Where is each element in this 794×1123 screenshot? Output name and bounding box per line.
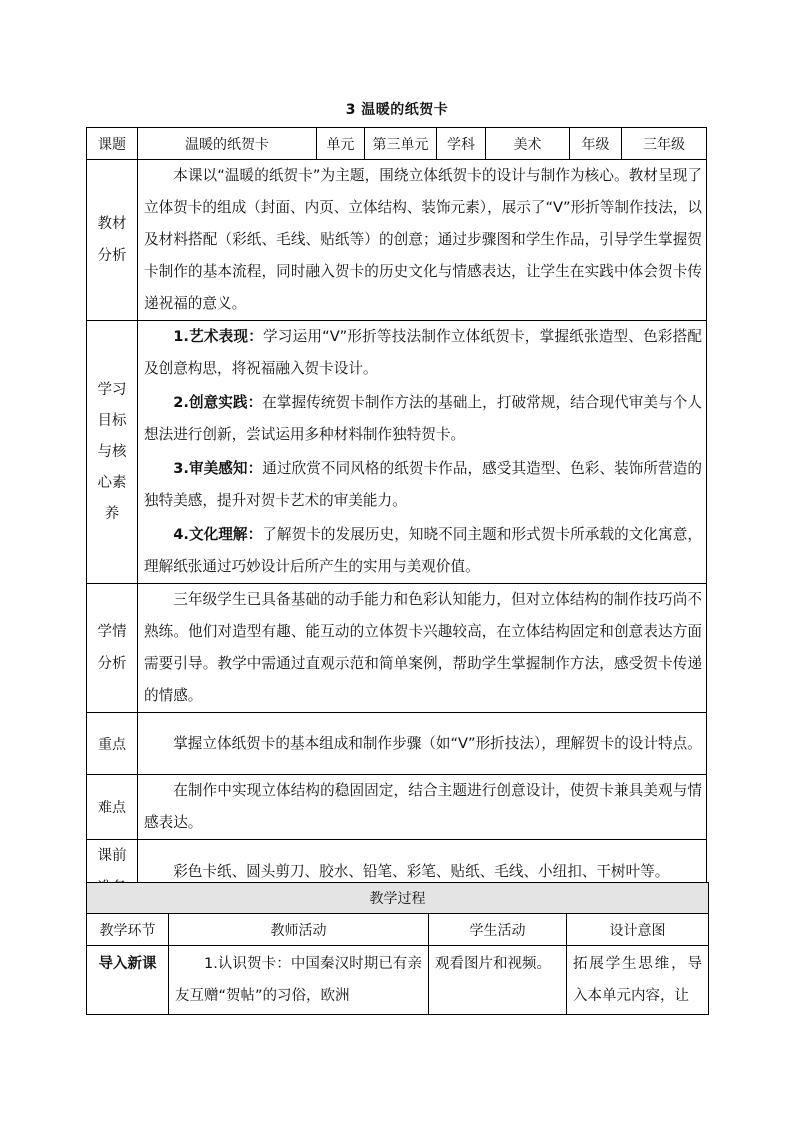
key-points-text: 掌握立体纸贺卡的基本组成和制作步骤（如“V”形折技法），理解贺卡的设计特点。 bbox=[173, 734, 702, 752]
header-stage: 教学环节 bbox=[87, 914, 169, 946]
table-row bbox=[87, 946, 709, 1015]
material-analysis-text: 本课以“温暖的纸贺卡”为主题，围绕立体纸贺卡的设计与制作为核心。教材呈现了立体贺卡的组成（封面、内页、立体结构、装饰元素），展示了“V”形折等制作技法，以及材料搭配（彩纸、毛线、贴纸等）的创意；通过步骤图和学生作品，引导学生掌握贺卡制作的基本流程，同时融入贺卡的历史文化与情感表达，让学生在实践中体会贺卡传递祝福的意义。 bbox=[144, 167, 702, 312]
objectives-label bbox=[87, 321, 138, 584]
objective-title: 2.创意实践： bbox=[173, 394, 263, 411]
objective-title: 1.艺术表现： bbox=[173, 328, 263, 345]
objective-text: 通过欣赏不同风格的纸贺卡作品，感受其造型、色彩、装饰所营造的独特美感，提升对贺卡艺术的审美能力。 bbox=[144, 460, 702, 509]
student-activity-cell: 观看图片和视频。 bbox=[429, 946, 567, 1015]
header-teacher: 教师活动 bbox=[169, 914, 429, 946]
objective-item bbox=[144, 519, 702, 583]
key-points-cell bbox=[138, 713, 707, 775]
teacher-activity-cell: 1.认识贺卡：中国秦汉时期已有亲友互赠“贺帖”的习俗，欧洲 bbox=[169, 946, 429, 1015]
objective-text: 了解贺卡的发展历史，知晓不同主题和形式贺卡所承载的文化寓意，理解纸张通过巧妙设计后所产生的实用与美观价值。 bbox=[144, 526, 702, 575]
header-student: 学生活动 bbox=[429, 914, 567, 946]
learner-analysis-label-text: 学情分析 bbox=[97, 624, 127, 672]
header-intent: 设计意图 bbox=[567, 914, 709, 946]
design-intent-cell: 拓展学生思维，导入本单元内容，让 bbox=[567, 946, 709, 1015]
grade-value: 三年级 bbox=[622, 128, 707, 160]
objective-text: 在掌握传统贺卡制作方法的基础上，打破常规，结合现代审美与个人想法进行创新，尝试运用多种材料制作独特贺卡。 bbox=[144, 394, 702, 443]
subject-label: 学科 bbox=[437, 128, 486, 160]
key-points-label: 重点 bbox=[87, 713, 138, 775]
learner-analysis-label bbox=[87, 584, 138, 713]
process-title: 教学过程 bbox=[87, 883, 709, 914]
objective-item bbox=[144, 453, 702, 517]
teaching-process-table bbox=[86, 882, 709, 1015]
grade-label: 年级 bbox=[570, 128, 622, 160]
subject-value: 美术 bbox=[486, 128, 570, 160]
objective-title: 4.文化理解： bbox=[173, 526, 263, 543]
objective-title: 3.审美感知： bbox=[173, 460, 263, 477]
preparation-label-text: 课前 bbox=[97, 848, 127, 864]
objective-item bbox=[144, 387, 702, 451]
difficulties-text: 在制作中实现立体结构的稳固固定，结合主题进行创意设计，使贺卡兼具美观与情感表达。 bbox=[144, 782, 702, 831]
learner-analysis-cell bbox=[138, 584, 707, 713]
lesson-info-table bbox=[86, 127, 707, 905]
objectives-label-text: 学习目标与核心素养 bbox=[97, 381, 127, 522]
learner-analysis-text: 三年级学生已具备基础的动手能力和色彩认知能力，但对立体结构的制作技巧尚不熟练。他们对造型有趣、能互动的立体贺卡兴趣较高，在立体结构固定和创意表达方面需要引导。教学中需通过直观示范和简单案例，帮助学生掌握制作方法，感受贺卡传递的情感。 bbox=[144, 591, 702, 704]
objective-text: 学习运用“V”形折等技法制作立体纸贺卡，掌握纸张造型、色彩搭配及创意构思，将祝福融入贺卡设计。 bbox=[144, 328, 703, 377]
topic-value: 温暖的纸贺卡 bbox=[138, 128, 317, 160]
stage-cell: 导入新课 bbox=[87, 946, 169, 1015]
objectives-cell bbox=[138, 321, 707, 584]
unit-label: 单元 bbox=[317, 128, 365, 160]
objective-item bbox=[144, 321, 702, 385]
difficulties-label: 难点 bbox=[87, 775, 138, 840]
topic-label: 课题 bbox=[87, 128, 138, 160]
material-analysis-cell bbox=[138, 160, 707, 321]
material-analysis-label bbox=[87, 160, 138, 321]
document-title: 3 温暖的纸贺卡 bbox=[345, 102, 449, 118]
preparation-text: 彩色卡纸、圆头剪刀、胶水、铅笔、彩笔、贴纸、毛线、小纽扣、干树叶等。 bbox=[173, 863, 670, 880]
unit-value: 第三单元 bbox=[365, 128, 437, 160]
difficulties-cell bbox=[138, 775, 707, 840]
material-analysis-label-text: 教材分析 bbox=[97, 216, 127, 264]
